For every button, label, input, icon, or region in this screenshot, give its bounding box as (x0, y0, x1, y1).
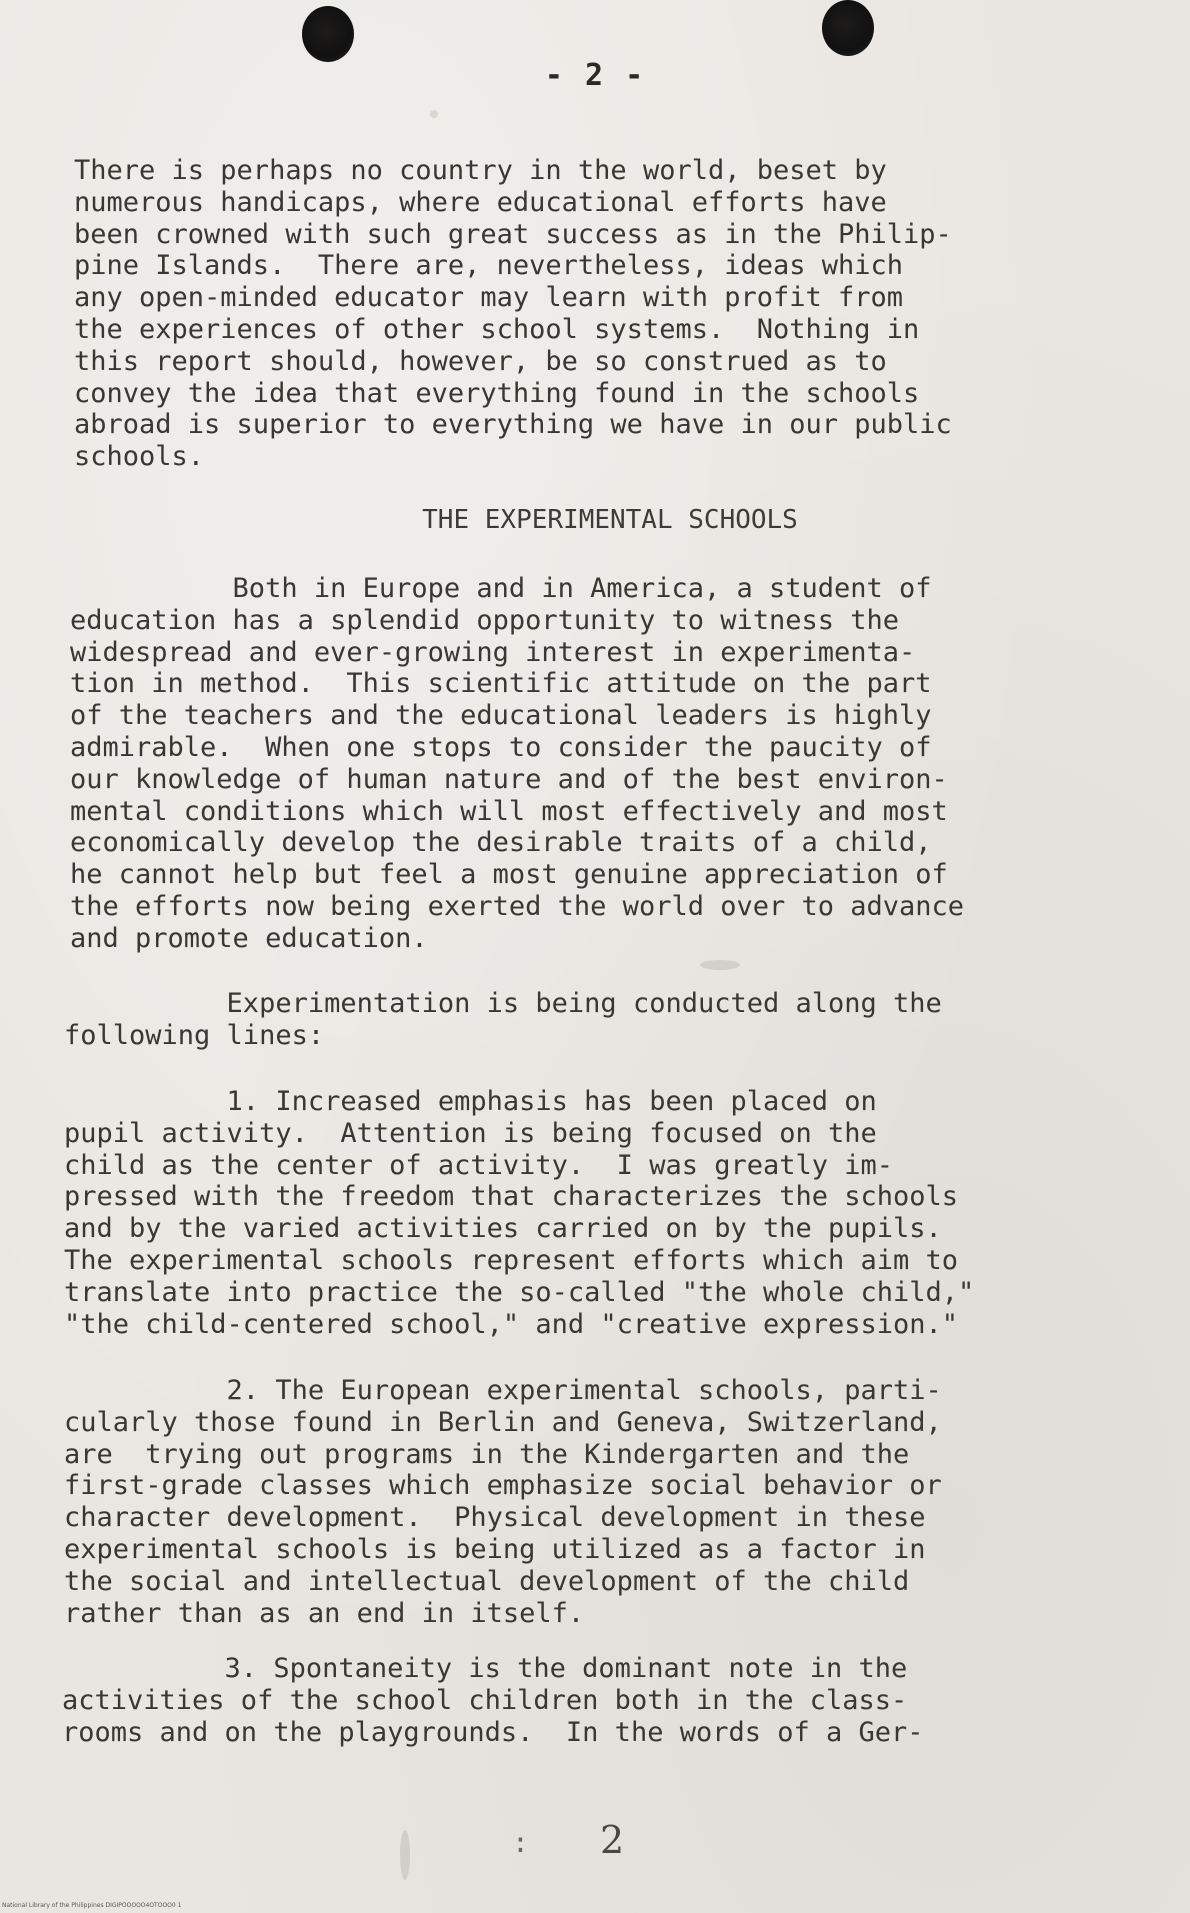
page-number-top: - 2 - (544, 58, 646, 93)
archive-credit: National Library of the Philippines DIGIPOOOOO4OTOOO0 1 (2, 1902, 182, 1909)
list-item-european-schools: 2. The European experimental schools, parti- cularly those found in Berlin and Geneva, Switzerland, are trying out programs in the Kindergarten and the first-grade classes which emphasize social behavior or character development. Physical development in these experimental schools is being utilized as a factor in the social and intellectual development of the child rather than as an end in itself. (64, 1375, 942, 1629)
paper-speck (400, 1830, 410, 1880)
paragraph-experimentation-lines: Experimentation is being conducted along the following lines: (64, 988, 942, 1051)
paper-speck (430, 110, 438, 118)
section-heading: THE EXPERIMENTAL SCHOOLS (422, 505, 798, 535)
list-item-spontaneity: 3. Spontaneity is the dominant note in the activities of the school children both in the class- rooms and on the playgrounds. In the words of a Ger- (62, 1653, 924, 1748)
margin-mark: : (512, 1826, 529, 1859)
list-item-pupil-activity: 1. Increased emphasis has been placed on pupil activity. Attention is being focused on the child as the center of activity. I was greatly im- pressed with the freedom that characterizes the schools and by the varied activities carried on by the pupils. The experimental schools represent efforts which aim to translate into practice the so-called "the whole child," "the child-centered school," and "creative expression." (64, 1086, 975, 1340)
page-number-bottom: 2 (600, 1818, 625, 1862)
paragraph-intro: There is perhaps no country in the world, beset by numerous handicaps, where educational efforts have been crowned with such great success as in the Philip- pine Islands. There are, nevertheless, ideas which any open-minded educator may learn with profit from the experiences of other school systems. Nothing in this report should, however, be so construed as to convey the idea that everything found in the schools abroad is superior to everything we have in our public schools. (74, 155, 952, 473)
paper-speck (700, 960, 740, 970)
punch-hole-left (302, 6, 354, 62)
paragraph-europe-america: Both in Europe and in America, a student of education has a splendid opportunity to witness the widespread and ever-growing interest in experimenta- tion in method. This scientific attitude on the part of the teachers and the educational leaders is highly admirable. When one stops to consider the paucity of our knowledge of human nature and of the best environ- mental conditions which will most effectively and most economically develop the desirable traits of a child, he cannot help but feel a most genuine appreciation of the efforts now being exerted the world over to advance and promote education. (70, 573, 965, 954)
punch-hole-right (822, 0, 874, 56)
